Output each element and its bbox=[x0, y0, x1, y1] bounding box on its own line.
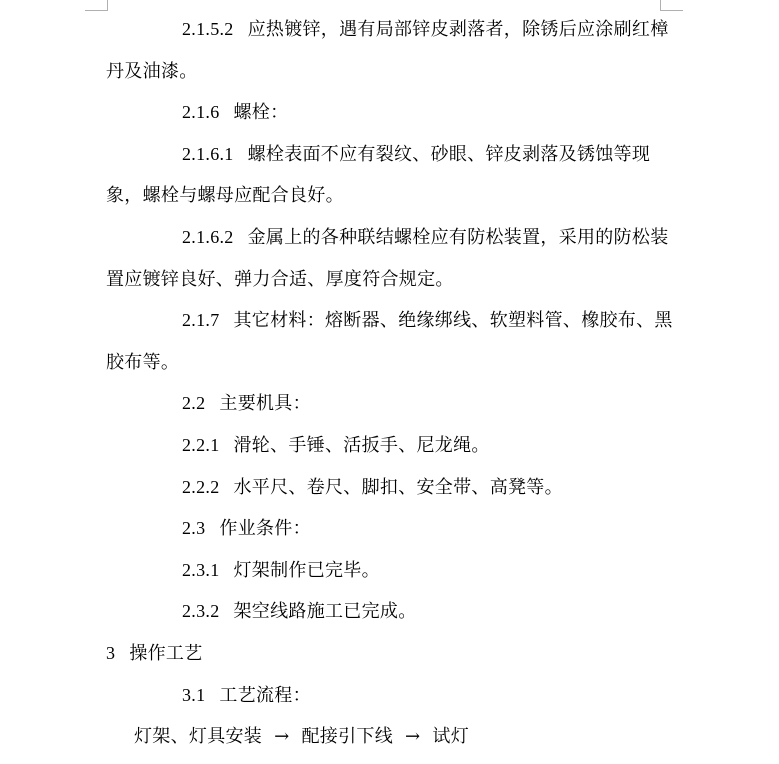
paragraph-2-1-7 bbox=[106, 300, 678, 383]
paragraph-text: 架空线路施工已完成。 bbox=[233, 601, 417, 623]
paragraph-text: 工艺流程： bbox=[219, 684, 311, 706]
document-body bbox=[106, 9, 678, 758]
section-number: 2.2.1 bbox=[182, 434, 220, 455]
flow-step-3: 试灯 bbox=[432, 726, 469, 748]
arrow-right-icon: → bbox=[405, 726, 421, 748]
heading-text: 操作工艺 bbox=[129, 642, 203, 664]
paragraph-text: 螺栓： bbox=[233, 102, 289, 124]
paragraph-text: 灯架制作已完毕。 bbox=[233, 559, 380, 581]
paragraph-text: 其它材料：熔断器、绝缘绑线、软塑料管、橡胶布、黑胶布等。 bbox=[106, 310, 673, 373]
paragraph-2-1-6 bbox=[106, 92, 678, 134]
paragraph-2-3-2 bbox=[106, 591, 678, 633]
arrow-right-icon: → bbox=[274, 726, 290, 748]
section-number: 2.2.2 bbox=[182, 476, 220, 497]
process-flow bbox=[106, 716, 678, 758]
section-number: 2.1.6.2 bbox=[182, 226, 234, 247]
paragraph-2-1-6-2 bbox=[106, 217, 678, 300]
section-number: 3 bbox=[106, 642, 116, 663]
section-number: 2.3.2 bbox=[182, 601, 220, 622]
section-number: 2.3.1 bbox=[182, 559, 220, 580]
flow-step-1: 灯架、灯具安装 bbox=[134, 726, 263, 748]
section-number: 2.1.5.2 bbox=[182, 19, 234, 39]
paragraph-2-1-5-2 bbox=[106, 9, 678, 92]
paragraph-text: 水平尺、卷尺、脚扣、安全带、高凳等。 bbox=[233, 476, 563, 498]
paragraph-2-3-1 bbox=[106, 550, 678, 592]
paragraph-3-1 bbox=[106, 675, 678, 717]
paragraph-text: 应热镀锌，遇有局部锌皮剥落者，除锈后应涂刷红樟丹及油漆。 bbox=[106, 19, 669, 82]
paragraph-text: 金属上的各种联结螺栓应有防松装置，采用的防松装置应镀锌良好、弹力合适、厚度符合规定。 bbox=[106, 226, 669, 290]
paragraph-2-3 bbox=[106, 508, 678, 550]
corner-crop-mark-left bbox=[85, 0, 108, 11]
section-number: 2.1.7 bbox=[182, 310, 220, 331]
heading-3 bbox=[106, 633, 678, 675]
paragraph-2-2-1 bbox=[106, 425, 678, 467]
section-number: 2.1.6 bbox=[182, 102, 220, 123]
section-number: 2.3 bbox=[182, 518, 206, 539]
section-number: 3.1 bbox=[182, 684, 206, 705]
paragraph-2-2 bbox=[106, 383, 678, 425]
section-number: 2.2 bbox=[182, 393, 206, 414]
paragraph-text: 滑轮、手锤、活扳手、尼龙绳。 bbox=[233, 434, 490, 456]
paragraph-text: 作业条件： bbox=[219, 518, 311, 540]
flow-step-2: 配接引下线 bbox=[301, 726, 393, 748]
paragraph-2-1-6-1 bbox=[106, 134, 678, 217]
paragraph-2-2-2 bbox=[106, 467, 678, 509]
paragraph-text: 主要机具： bbox=[219, 393, 311, 415]
section-number: 2.1.6.1 bbox=[182, 143, 234, 164]
paragraph-text: 螺栓表面不应有裂纹、砂眼、锌皮剥落及锈蚀等现象，螺栓与螺母应配合良好。 bbox=[106, 143, 651, 207]
